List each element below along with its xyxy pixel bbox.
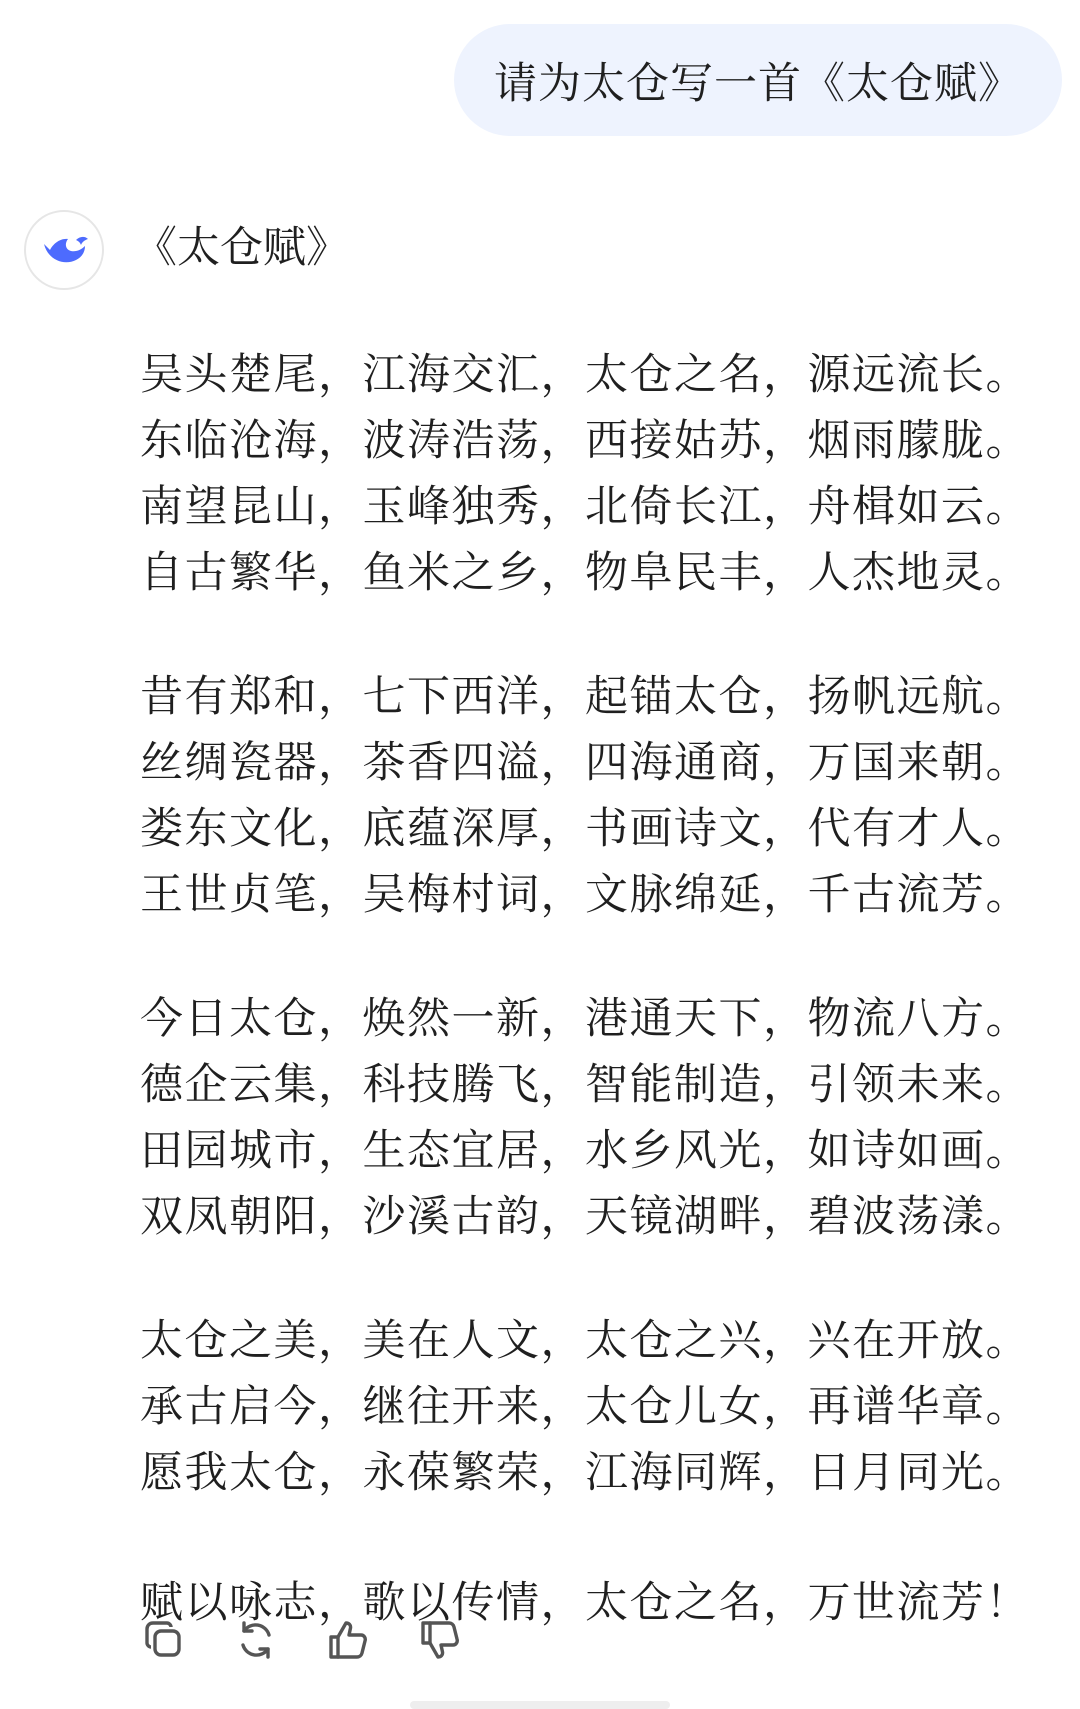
poem-line: 太仓之美，美在人文，太仓之兴，兴在开放。 bbox=[140, 1316, 1030, 1366]
poem-line: 自古繁华，鱼米之乡，物阜民丰，人杰地灵。 bbox=[140, 548, 1030, 598]
thumbs-up-icon bbox=[325, 1617, 371, 1663]
copy-button[interactable] bbox=[140, 1616, 188, 1664]
poem-line: 承古启今，继往开来，太仓儿女，再谱华章。 bbox=[140, 1382, 1030, 1432]
poem-line: 昔有郑和，七下西洋，起锚太仓，扬帆远航。 bbox=[140, 672, 1030, 722]
refresh-icon bbox=[233, 1617, 279, 1663]
poem-line: 东临沧海，波涛浩荡，西接姑苏，烟雨朦胧。 bbox=[140, 416, 1030, 466]
assistant-avatar bbox=[24, 210, 104, 290]
poem-line: 丝绸瓷器，茶香四溢，四海通商，万国来朝。 bbox=[140, 738, 1030, 788]
stanza-3 bbox=[140, 986, 1040, 1250]
stanza-4 bbox=[140, 1308, 1040, 1506]
poem-line: 娄东文化，底蕴深厚，书画诗文，代有才人。 bbox=[140, 804, 1030, 854]
stanza-2 bbox=[140, 664, 1040, 928]
poem-line: 愿我太仓，永葆繁荣，江海同辉，日月同光。 bbox=[140, 1448, 1030, 1498]
user-message-bubble bbox=[454, 24, 1062, 136]
poem-line: 吴头楚尾，江海交汇，太仓之名，源远流长。 bbox=[140, 350, 1030, 400]
thumbs-down-icon bbox=[417, 1617, 463, 1663]
poem-line: 双凤朝阳，沙溪古韵，天镜湖畔，碧波荡漾。 bbox=[140, 1192, 1030, 1242]
user-message-text: 请为太仓写一首《太仓赋》 bbox=[494, 58, 1022, 109]
poem-line: 王世贞笔，吴梅村词，文脉绵延，千古流芳。 bbox=[140, 870, 1030, 920]
home-indicator bbox=[410, 1701, 670, 1709]
whale-logo-icon bbox=[38, 230, 90, 270]
assistant-answer bbox=[134, 212, 1040, 1636]
like-button[interactable] bbox=[324, 1616, 372, 1664]
poem-line: 田园城市，生态宜居，水乡风光，如诗如画。 bbox=[140, 1126, 1030, 1176]
poem-line: 今日太仓，焕然一新，港通天下，物流八方。 bbox=[140, 994, 1030, 1044]
stanza-1 bbox=[140, 342, 1040, 606]
copy-icon bbox=[141, 1617, 187, 1663]
poem-line: 赋以咏志，歌以传情，太仓之名，万世流芳！ bbox=[140, 1578, 1030, 1628]
answer-title: 《太仓赋》 bbox=[134, 223, 349, 273]
message-actions bbox=[140, 1616, 464, 1664]
poem-line: 南望昆山，玉峰独秀，北倚长江，舟楫如云。 bbox=[140, 482, 1030, 532]
dislike-button[interactable] bbox=[416, 1616, 464, 1664]
regenerate-button[interactable] bbox=[232, 1616, 280, 1664]
poem-line: 德企云集，科技腾飞，智能制造，引领未来。 bbox=[140, 1060, 1030, 1110]
